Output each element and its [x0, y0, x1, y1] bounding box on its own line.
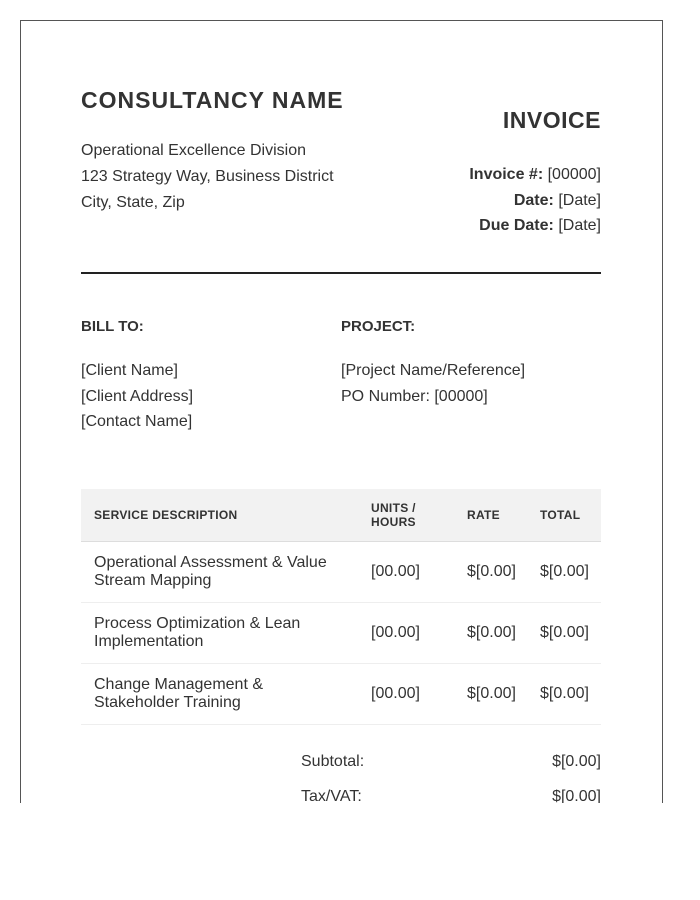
project-heading: PROJECT:	[341, 318, 416, 335]
row-rate: $[0.00]	[454, 664, 527, 725]
invoice-date-label: Date:	[513, 191, 554, 209]
company-name: CONSULTANCY NAME	[81, 87, 344, 113]
project-name: [Project Name/Reference]	[341, 362, 526, 379]
client-name: [Client Name]	[81, 362, 178, 379]
table-row	[81, 542, 601, 603]
company-division: Operational Excellence Division	[81, 142, 306, 159]
row-description: Process Optimization & Lean Implementation	[81, 603, 358, 664]
row-description: Change Management & Stakeholder Training	[81, 664, 358, 725]
header-rate: RATE	[454, 489, 527, 542]
header-total: TOTAL	[527, 489, 601, 542]
row-total: $[0.00]	[527, 603, 601, 664]
invoice-number-label: Invoice #:	[469, 166, 544, 183]
row-description: Operational Assessment & Value Stream Mapping	[81, 542, 358, 603]
services-table	[81, 489, 601, 725]
client-contact: [Contact Name]	[81, 413, 193, 430]
row-units: [00.00]	[358, 664, 454, 725]
client-address: [Client Address]	[81, 387, 194, 405]
invoice-number	[469, 162, 601, 188]
subtotal-label: Subtotal:	[301, 753, 365, 770]
row-rate: $[0.00]	[454, 542, 527, 603]
row-total: $[0.00]	[527, 542, 601, 603]
bill-to-heading: BILL TO:	[81, 318, 144, 335]
invoice-page	[20, 20, 663, 803]
project-details	[341, 358, 525, 409]
table-row	[81, 664, 601, 725]
table-row	[81, 603, 601, 664]
row-total: $[0.00]	[527, 664, 601, 725]
tax-label: Tax/VAT:	[301, 788, 362, 803]
bill-to-details	[81, 358, 193, 435]
invoice-date	[469, 188, 601, 214]
invoice-due-date	[469, 213, 601, 239]
row-rate: $[0.00]	[454, 603, 527, 664]
header-units-hours: UNITS / HOURS	[358, 489, 454, 542]
invoice-meta	[469, 162, 601, 239]
row-units: [00.00]	[358, 603, 454, 664]
header-service-description: SERVICE DESCRIPTION	[81, 489, 358, 542]
invoice-date-value: [Date]	[558, 191, 601, 209]
company-details	[81, 138, 334, 216]
subtotal-value: $[0.00]	[552, 753, 601, 770]
header-divider	[81, 272, 601, 274]
invoice-due-value: [Date]	[558, 217, 601, 234]
tax-value: $[0.00]	[552, 788, 601, 803]
company-address: 123 Strategy Way, Business District	[81, 168, 334, 185]
invoice-number-value: [00000]	[547, 166, 601, 183]
row-units: [00.00]	[358, 542, 454, 603]
company-city: City, State, Zip	[81, 194, 185, 211]
invoice-title: INVOICE	[502, 107, 601, 133]
invoice-due-label: Due Date:	[479, 217, 554, 234]
po-number: PO Number: [00000]	[341, 387, 488, 405]
table-header-row	[81, 489, 601, 542]
